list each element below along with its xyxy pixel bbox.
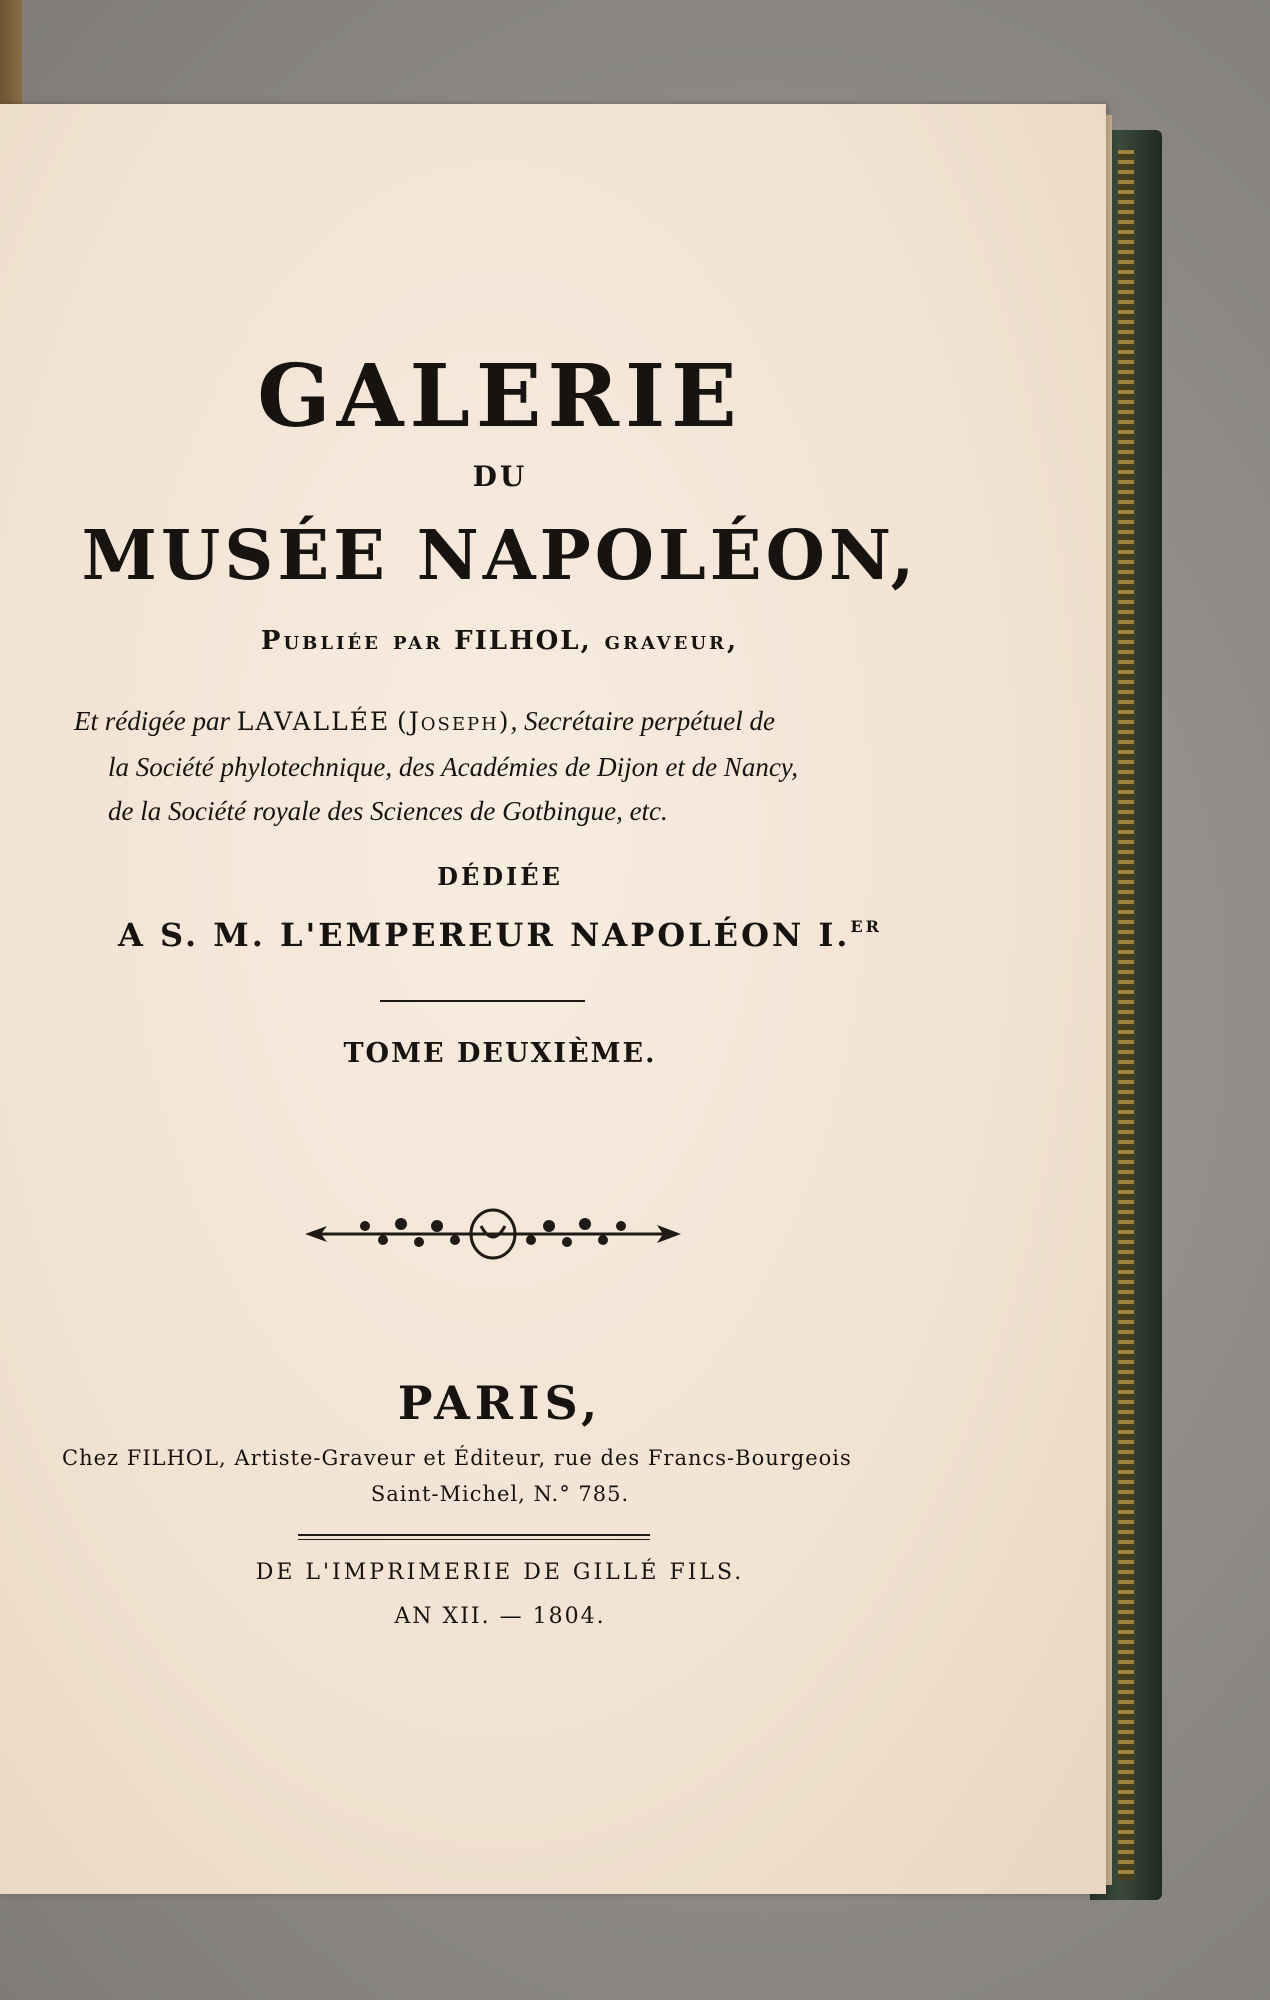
volume-label: TOME DEUXIÈME. (343, 1038, 657, 1069)
imprint-address-line-1: Chez FILHOL, Artiste-Graveur et Éditeur, rue des Francs-Bourgeois (62, 1446, 852, 1470)
publisher-line (0, 626, 1000, 656)
title-du: DU (472, 460, 528, 493)
editor-line-3: de la Société royale des Sciences de Gotbingue, etc. (108, 796, 668, 826)
gilt-tooling (1118, 150, 1134, 1880)
publisher-name: FILHOL (454, 626, 581, 656)
divider-rule (380, 1000, 585, 1002)
ornament-vignette-icon (305, 1204, 681, 1264)
title-page (0, 104, 1106, 1894)
editor-line-1 (74, 706, 775, 737)
editor-line-2: la Société phylotechnique, des Académies de Dijon et de Nancy, (108, 752, 799, 782)
editor-title: , Secrétaire perpétuel de (510, 706, 775, 736)
publisher-prefix: Publiée par (260, 626, 444, 656)
imprint-city: PARIS, (397, 1376, 603, 1430)
publisher-suffix: , graveur, (580, 626, 740, 656)
dedication-text: A S. M. L'EMPEREUR NAPOLÉON I. (118, 916, 851, 954)
book-title: GALERIE (257, 346, 743, 447)
dedication-superscript: ER (850, 917, 882, 936)
printer-line: DE L'IMPRIMERIE DE GILLÉ FILS. (255, 1560, 745, 1585)
double-rule-top (298, 1534, 650, 1536)
editor-prefix: Et rédigée par (74, 706, 230, 736)
imprint-address-line-2: Saint-Michel, N.° 785. (370, 1482, 630, 1506)
dedicated-label: DÉDIÉE (437, 862, 563, 891)
editor-name: LAVALLÉE (236, 707, 391, 736)
dedication-line (0, 916, 1000, 954)
double-rule-bottom (298, 1539, 650, 1540)
editor-first-name: (Joseph) (397, 707, 511, 736)
publication-date: AN XII. — 1804. (394, 1604, 606, 1629)
book-subtitle: MUSÉE NAPOLÉON, (81, 516, 919, 596)
